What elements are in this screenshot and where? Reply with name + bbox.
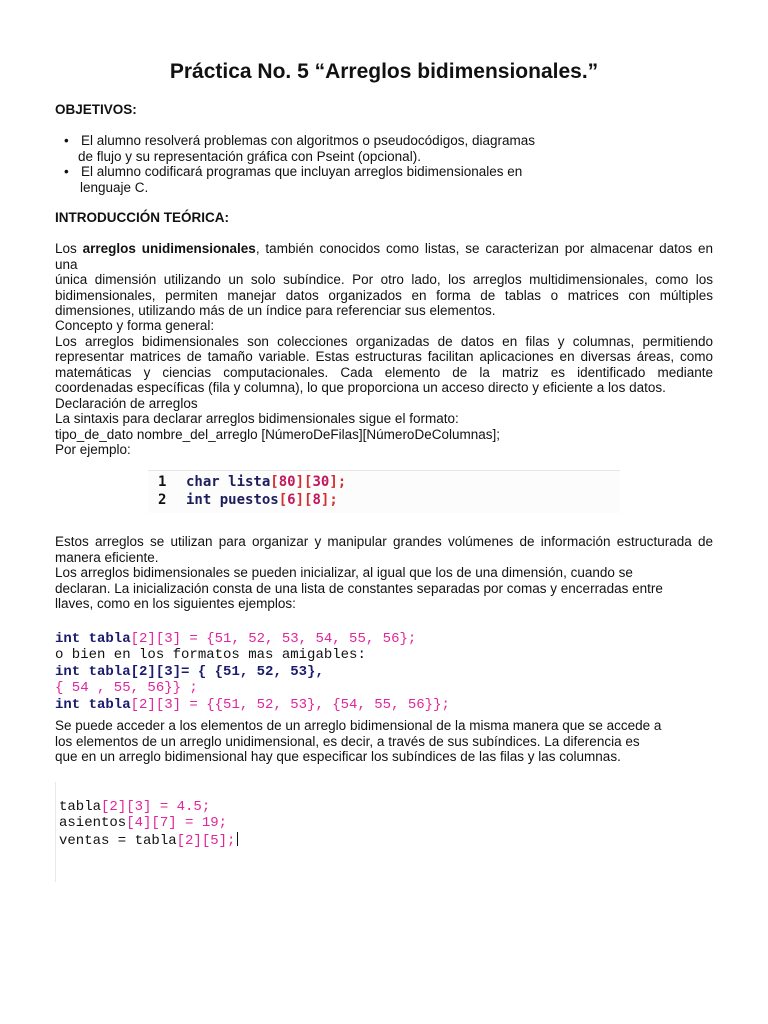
text-cursor-icon bbox=[237, 832, 238, 846]
code-line: 1 char lista[80][30]; bbox=[158, 474, 347, 490]
bold-term: arreglos unidimensionales bbox=[82, 241, 256, 256]
list-item: • El alumno resolverá problemas con algoritmos o pseudocódigos, diagramas de flujo y su representación gráfica con Pseint (opcional). bbox=[64, 133, 535, 164]
paragraph-3: Estos arreglos se utilizan para organizar y manipular grandes volúmenes de información estructurada de manera eficiente. Los arreglos bidimensionales se pueden inicializar, al igual que los de una dimensión, cuando se declaran. La inicialización consta de una lista de constantes separadas por comas y encerradas entre llaves, como en los siguientes ejemplos: bbox=[55, 534, 713, 611]
intro-heading: INTRODUCCIÓN TEÓRICA: bbox=[55, 210, 229, 225]
page-title: Práctica No. 5 “Arreglos bidimensionales.” bbox=[169, 60, 599, 83]
code-line: int tabla[2][3] = {{51, 52, 53}, {54, 55, 56}}; bbox=[55, 696, 450, 713]
code-block-access bbox=[55, 782, 238, 882]
objetivos-list bbox=[64, 133, 535, 195]
bullet-icon: • bbox=[64, 133, 69, 148]
code-line: 2 int puestos[6][8]; bbox=[158, 492, 338, 508]
objetivos-heading: OBJETIVOS: bbox=[55, 102, 137, 117]
code-line: asientos[4][7] = 19; bbox=[59, 815, 228, 831]
paragraph-4: Se puede acceder a los elementos de un arreglo bidimensional de la misma manera que se accede a los elementos de un arreglo unidimensional, es decir, a través de sus subíndices. La diferencia es que en un arreglo bidimensional hay que especificar los subíndices de las filas y las columnas. bbox=[55, 718, 662, 764]
code-line: tabla[2][3] = 4.5; bbox=[59, 798, 211, 815]
code-block-declaration bbox=[148, 470, 620, 513]
code-line: int tabla[2][3]= { {51, 52, 53}, bbox=[55, 663, 324, 680]
intro-paragraph-1: Los arreglos unidimensionales, también conocidos como listas, se caracterizan por almacenar datos en una única dimensión utilizando un solo subíndice. Por otro lado, los arreglos multidimensionales, como los bidimensionales, permiten manejar datos organizados en forma de tablas o matrices con múltiples dimensiones, utilizando más de un índice para referenciar sus elementos. bbox=[55, 241, 713, 318]
code-line: ventas = tabla[2][5]; bbox=[59, 832, 238, 850]
intro-paragraph-2: Concepto y forma general: Los arreglos bidimensionales son colecciones organizadas de datos en filas y columnas, permitiendo representar matrices de tamaño variable. Estas estructuras facilitan aplicaciones en diversas áreas, como matemáticas y ciencias computacionales. Cada elemento de la matriz es identificado mediante coordenadas específicas (fila y columna), lo que proporciona un acceso directo y eficiente a los datos. Declaración de arreglos La sintaxis para declarar arreglos bidimensionales sigue el formato: tipo_de_dato nombre_del_arreglo [NúmeroDeFilas][NúmeroDeColumnas]; Por ejemplo: bbox=[55, 318, 713, 457]
list-item: • El alumno codificará programas que incluyan arreglos bidimensionales en lenguaje C. bbox=[64, 164, 523, 195]
bullet-icon: • bbox=[64, 164, 69, 179]
code-line: int tabla[2][3] = {51, 52, 53, 54, 55, 56}; bbox=[55, 630, 417, 647]
code-line: o bien en los formatos mas amigables: bbox=[55, 647, 366, 663]
code-line: { 54 , 55, 56}} ; bbox=[55, 680, 198, 696]
